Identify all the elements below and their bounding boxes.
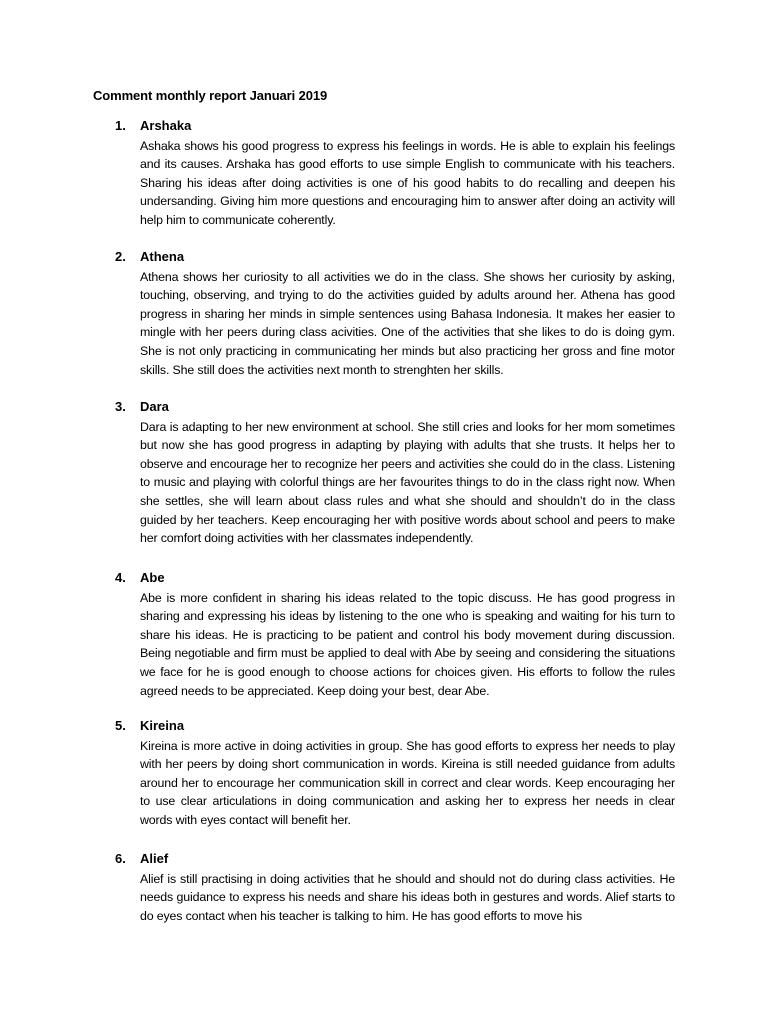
student-name: Athena [140,249,185,264]
student-comment: Athena shows her curiosity to all activities we do in the class. She shows her curiosity by asking, touching, observing, and trying to do the activities guided by adults around her. Athena has good progress in sharing her minds in simple sentences using Bahasa Indonesia. It makes her easier to mingle with her peers during class acivities. One of the activities that she likes to do is doing gym. She is not only practicing in communicating her minds but also practicing her gross and fine motor skills. She still does the activities next month to strenghten her skills. [140,269,675,377]
entry-number: 1. [115,118,126,133]
entry-number: 3. [115,399,126,414]
student-name: Arshaka [140,118,192,133]
student-name: Alief [140,851,169,866]
entry-number: 5. [115,718,126,733]
student-comment: Kireina is more active in doing activities in group. She has good efforts to express her needs to play with her peers by doing short communication in words. Kireina is still needed guidance from adults around her to encourage her communication skill in correct and clear words. Keep encouraging her to use clear articulations in doing communication and asking her to express her needs in clear words with eyes contact will benefit her. [140,738,675,827]
student-name: Dara [140,399,169,414]
entry-number: 6. [115,851,126,866]
student-comment: Dara is adapting to her new environment at school. She still cries and looks for her mom sometimes but now she has good progress in adapting by playing with adults that she trusts. It helps her to observe and encourage her to recognize her peers and activities she could do in the class. Listening to music and playing with colorful things are her favourites things to do in the class right now. When she settles, she will learn about class rules and what she should and shouldn’t do in the class guided by her teachers. Keep encouraging her with positive words about school and peers to make her comfort doing activities with her classmates independently. [140,419,675,546]
student-comment: Abe is more confident in sharing his ideas related to the topic discuss. He has good progress in sharing and expressing his ideas by listening to the one who is speaking and waiting for his turn to share his ideas. He is practicing to be patient and control his body movement during discussion. Being negotiable and firm must be applied to deal with Abe by seeing and considering the situations we face for he is good enough to choose actions for choices given. His efforts to follow the rules agreed needs to be appreciated. Keep doing your best, dear Abe. [140,590,675,698]
student-name: Abe [140,570,165,585]
entry-number: 4. [115,570,126,585]
document-title: Comment monthly report Januari 2019 [93,88,328,103]
student-comment: Alief is still practising in doing activities that he should and should not do during class activities. He needs guidance to express his needs and share his ideas both in gestures and words. Alief starts to do eyes contact when his teacher is talking to him. He has good efforts to move his [140,871,675,923]
student-name: Kireina [140,718,185,733]
entry-number: 2. [115,249,126,264]
student-comment: Ashaka shows his good progress to express his feelings in words. He is able to explain his feelings and its causes. Arshaka has good efforts to use simple English to communicate with his teachers. Sharing his ideas after doing activities is one of his good habits to do recalling and deepen his undersanding. Giving him more questions and encouraging him to answer after doing an activity will help him to communicate coherently. [140,138,675,227]
